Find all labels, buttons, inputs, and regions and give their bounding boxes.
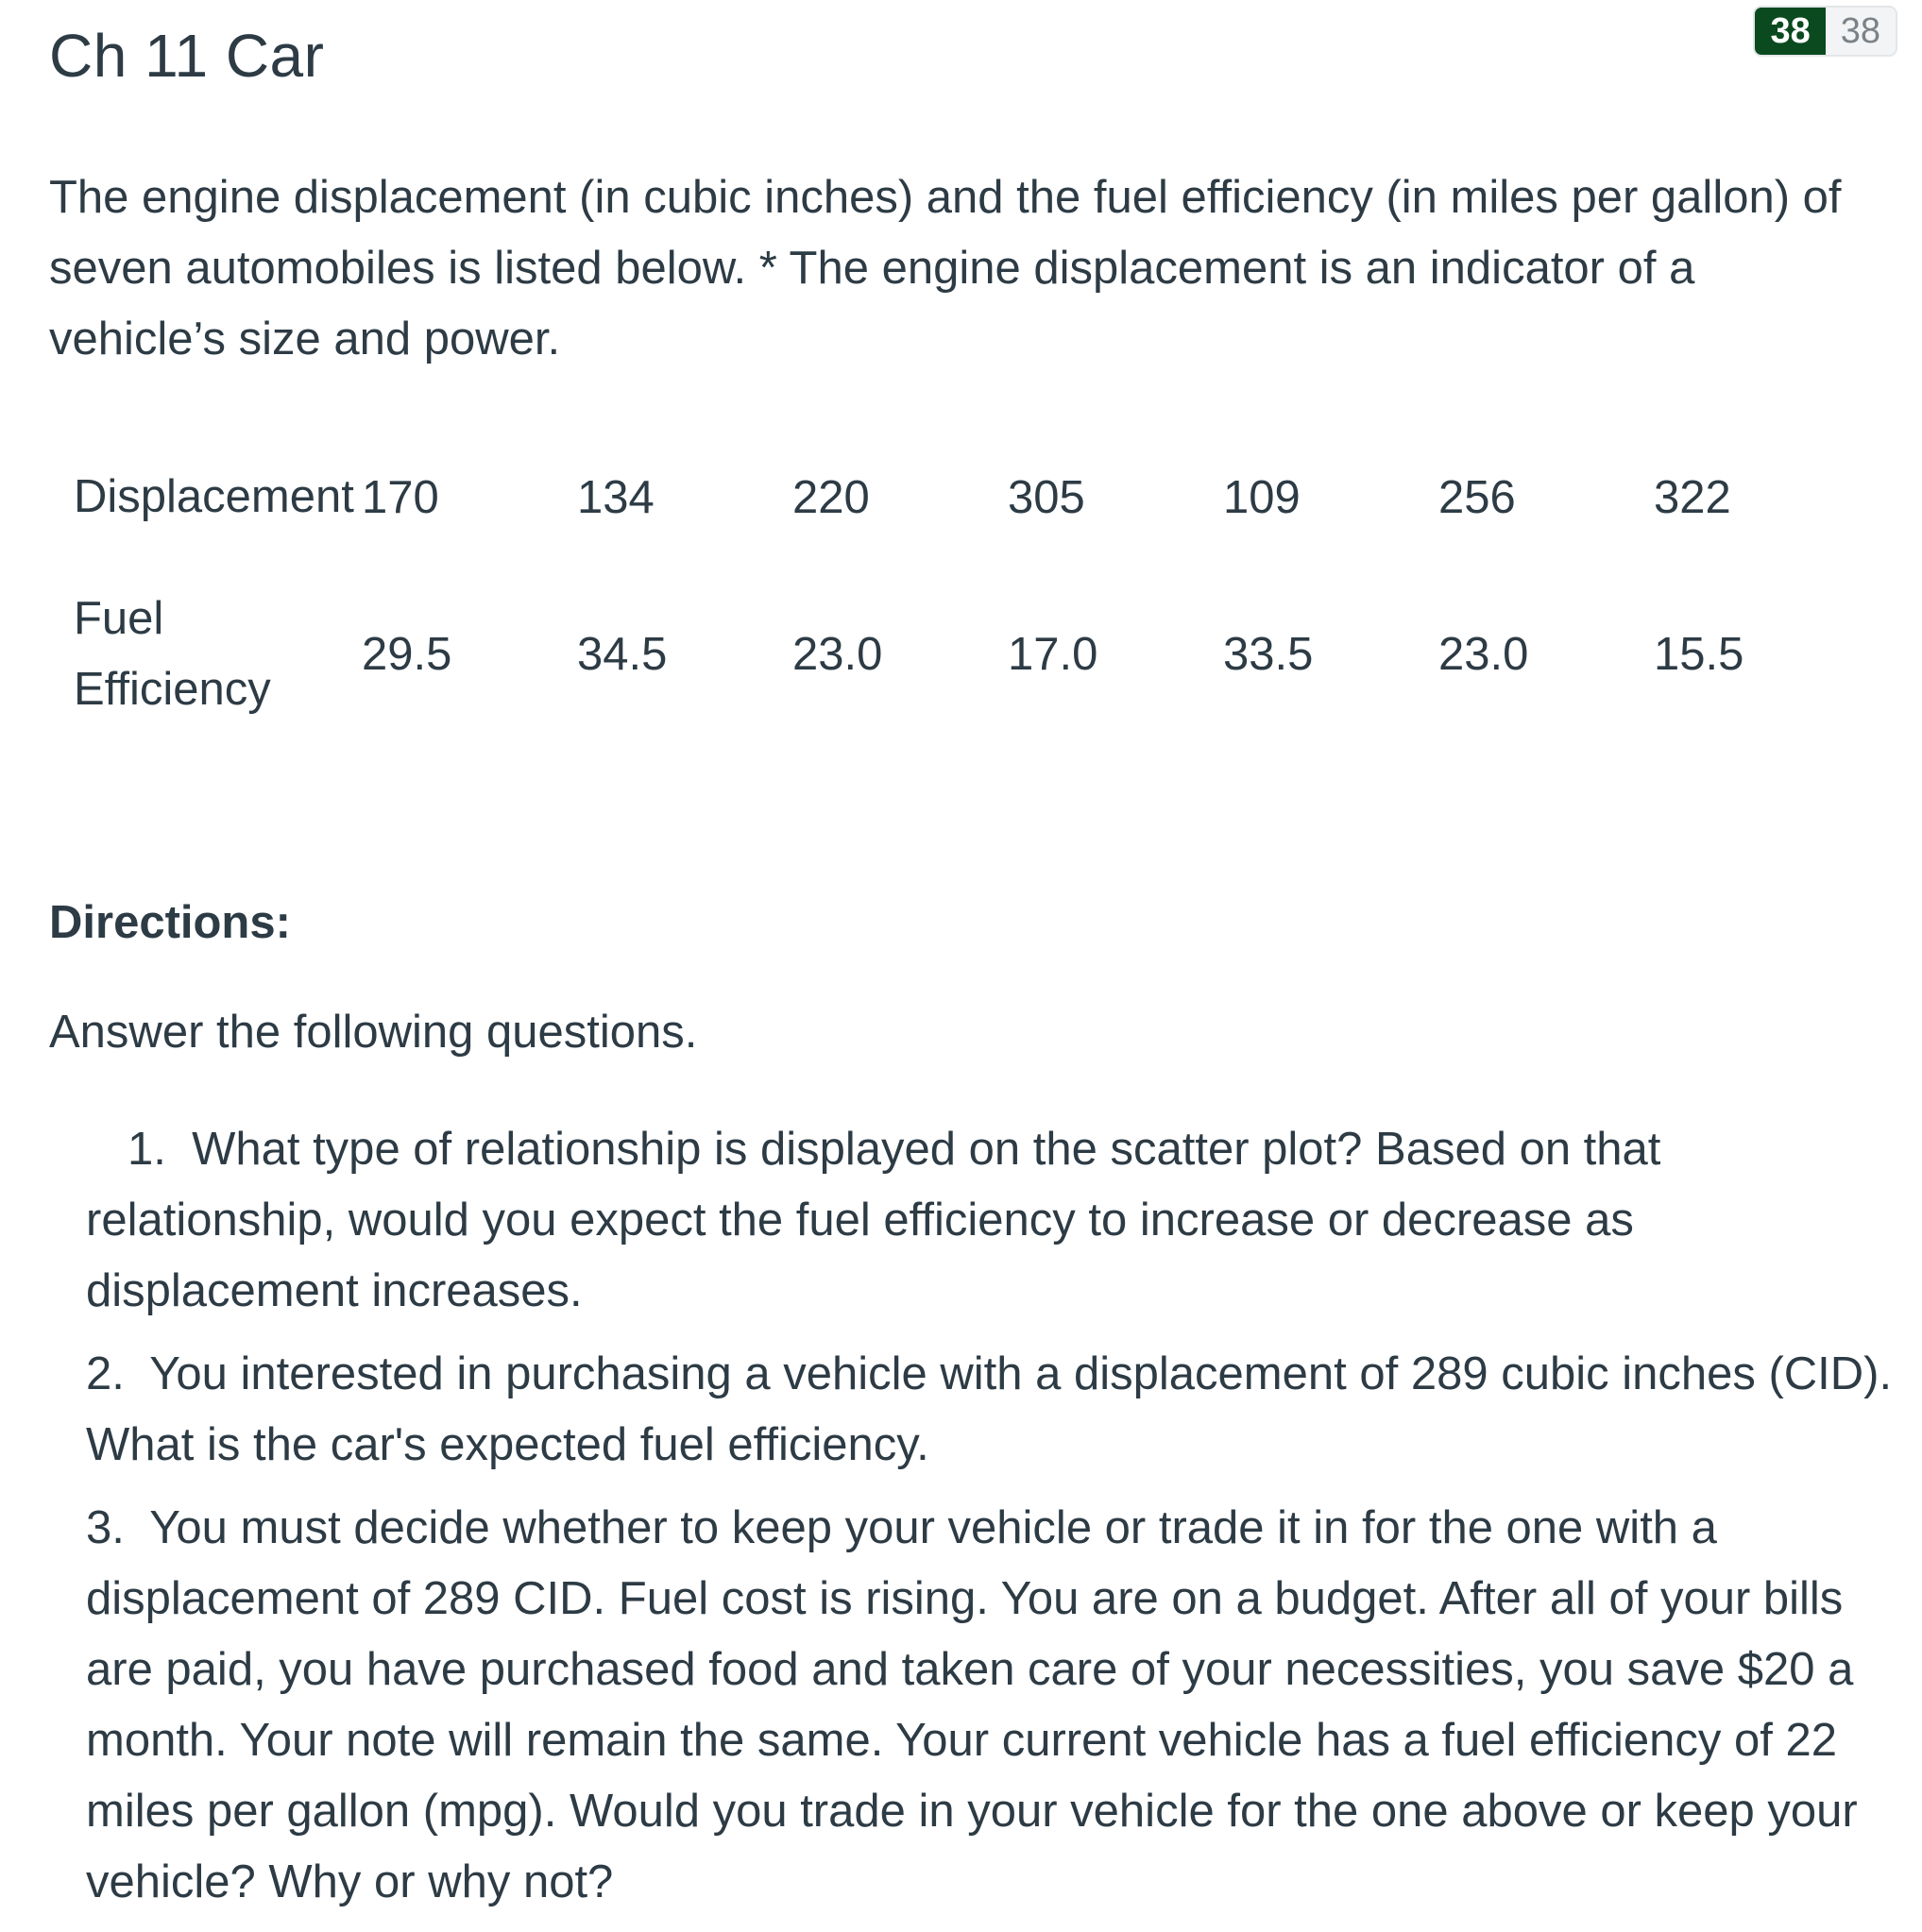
data-table — [66, 448, 1869, 762]
question-number: 3. — [86, 1502, 150, 1553]
displacement-value: 305 — [1008, 471, 1085, 523]
question-text: What type of relationship is displayed on the scatter plot? Based on that relationship, would you expect the fuel efficiency to increase or decrease as displacement increases. — [86, 1124, 1661, 1316]
displacement-value: 109 — [1223, 471, 1301, 523]
list-item — [86, 1339, 1899, 1481]
list-item — [86, 1493, 1899, 1918]
displacement-label: Displacement — [74, 471, 354, 522]
list-item — [86, 1114, 1899, 1327]
question-text: You must decide whether to keep your vehicle or trade it in for the one with a displacement of 289 CID. Fuel cost is rising. You are on a budget. After all of your bills are paid, you have purchased food and taken care of your necessities, you save $20 a month. Your note will remain the same. Your current vehicle has a fuel efficiency of 22 miles per gallon (mpg). Would you trade in your vehicle for the one above or keep your vehicle? Why or why not? — [86, 1502, 1858, 1907]
table-row-displacement — [66, 448, 1869, 547]
fuel-efficiency-value: 23.0 — [792, 629, 883, 680]
points-possible: 38 — [1826, 8, 1896, 55]
fuel-label-line1: Fuel — [74, 593, 164, 644]
points-badge — [1753, 6, 1897, 57]
fuel-efficiency-value: 29.5 — [362, 629, 452, 680]
question-number: 2. — [86, 1348, 150, 1399]
displacement-value: 170 — [362, 471, 439, 523]
fuel-efficiency-value: 17.0 — [1008, 629, 1098, 680]
question-number: 1. — [128, 1124, 193, 1175]
intro-paragraph: The engine displacement (in cubic inches) and the fuel efficiency (in miles per gallon) of seven automobiles is listed below. * The engine displacement is an indicator of a vehicle’s size and power. — [49, 172, 1842, 364]
fuel-efficiency-label — [66, 547, 362, 762]
directions-heading: Directions: — [49, 897, 291, 948]
fuel-efficiency-value: 15.5 — [1654, 629, 1744, 680]
points-earned: 38 — [1755, 8, 1825, 55]
displacement-value: 256 — [1438, 471, 1516, 523]
displacement-value: 134 — [577, 471, 655, 523]
displacement-value: 322 — [1654, 471, 1731, 523]
fuel-efficiency-value: 23.0 — [1438, 629, 1529, 680]
displacement-value: 220 — [792, 471, 870, 523]
fuel-efficiency-value: 34.5 — [577, 629, 668, 680]
question-text: You interested in purchasing a vehicle with a displacement of 289 cubic inches (CID). What is the car's expected fuel efficiency. — [86, 1348, 1893, 1470]
question-list — [86, 1114, 1899, 1930]
page-title: Ch 11 Car — [49, 22, 325, 90]
answer-prompt: Answer the following questions. — [49, 1007, 698, 1058]
fuel-efficiency-value: 33.5 — [1223, 629, 1314, 680]
fuel-label-line2: Efficiency — [74, 664, 271, 715]
table-row-fuel-efficiency — [66, 547, 1869, 762]
